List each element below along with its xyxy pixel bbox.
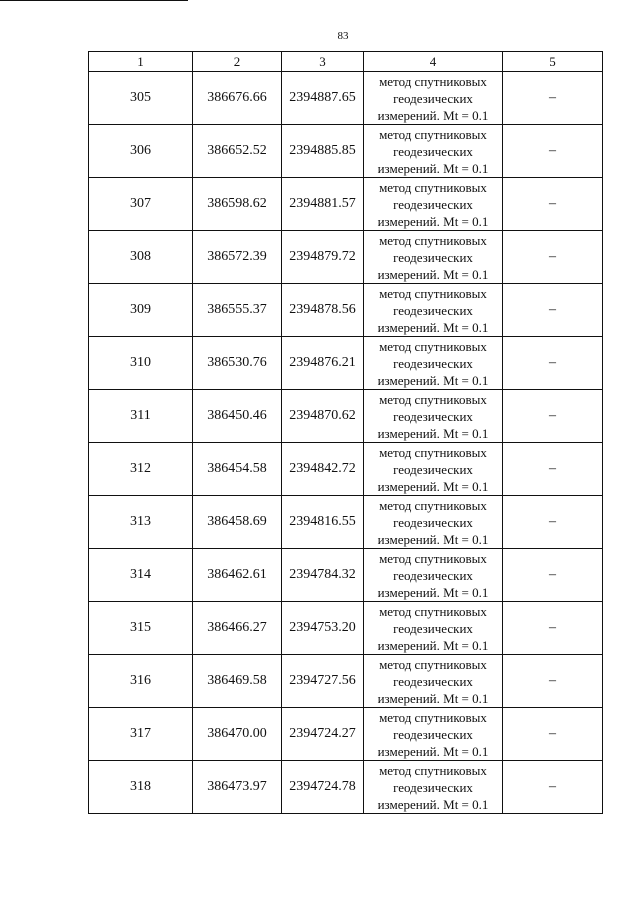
- note-cell: –: [503, 602, 603, 655]
- table-row: [89, 443, 603, 496]
- method-line: метод спутниковых: [379, 391, 487, 407]
- x-coordinate-cell: 386598.62: [193, 178, 282, 231]
- method-cell: [364, 602, 503, 655]
- x-coordinate-cell: 386555.37: [193, 284, 282, 337]
- method-line: метод спутниковых: [379, 126, 487, 142]
- method-line: измерений. Mt = 0.1: [377, 690, 489, 706]
- y-coordinate-cell: 2394816.55: [282, 496, 364, 549]
- method-line: метод спутниковых: [379, 550, 487, 566]
- point-number-cell: 311: [89, 390, 193, 443]
- method-cell: [364, 337, 503, 390]
- method-line: метод спутниковых: [379, 338, 487, 354]
- point-number-cell: 315: [89, 602, 193, 655]
- x-coordinate-cell: 386458.69: [193, 496, 282, 549]
- x-coordinate-cell: 386652.52: [193, 125, 282, 178]
- method-cell: [364, 549, 503, 602]
- method-line: измерений. Mt = 0.1: [377, 637, 489, 653]
- table-row: [89, 337, 603, 390]
- note-cell: –: [503, 655, 603, 708]
- x-coordinate-cell: 386454.58: [193, 443, 282, 496]
- method-line: геодезических: [393, 355, 473, 371]
- point-number-cell: 309: [89, 284, 193, 337]
- y-coordinate-cell: 2394887.65: [282, 72, 364, 125]
- note-cell: –: [503, 761, 603, 814]
- method-line: метод спутниковых: [379, 603, 487, 619]
- method-line: геодезических: [393, 461, 473, 477]
- point-number-cell: 317: [89, 708, 193, 761]
- table-row: [89, 602, 603, 655]
- table-row: [89, 72, 603, 125]
- y-coordinate-cell: 2394885.85: [282, 125, 364, 178]
- x-coordinate-cell: 386450.46: [193, 390, 282, 443]
- note-cell: –: [503, 178, 603, 231]
- table-row: [89, 231, 603, 284]
- y-coordinate-cell: 2394879.72: [282, 231, 364, 284]
- method-line: геодезических: [393, 408, 473, 424]
- y-coordinate-cell: 2394870.62: [282, 390, 364, 443]
- note-cell: –: [503, 284, 603, 337]
- method-line: измерений. Mt = 0.1: [377, 796, 489, 812]
- point-number-cell: 318: [89, 761, 193, 814]
- method-line: метод спутниковых: [379, 444, 487, 460]
- method-line: измерений. Mt = 0.1: [377, 266, 489, 282]
- method-line: измерений. Mt = 0.1: [377, 478, 489, 494]
- x-coordinate-cell: 386676.66: [193, 72, 282, 125]
- note-cell: –: [503, 443, 603, 496]
- method-line: метод спутниковых: [379, 73, 487, 89]
- table-row: [89, 125, 603, 178]
- method-line: метод спутниковых: [379, 497, 487, 513]
- column-header-1: 1: [89, 52, 193, 72]
- method-line: измерений. Mt = 0.1: [377, 107, 489, 123]
- y-coordinate-cell: 2394784.32: [282, 549, 364, 602]
- table-row: [89, 496, 603, 549]
- method-line: геодезических: [393, 90, 473, 106]
- x-coordinate-cell: 386462.61: [193, 549, 282, 602]
- table-row: [89, 390, 603, 443]
- point-number-cell: 316: [89, 655, 193, 708]
- method-line: метод спутниковых: [379, 709, 487, 725]
- method-line: геодезических: [393, 779, 473, 795]
- note-cell: –: [503, 231, 603, 284]
- method-line: метод спутниковых: [379, 656, 487, 672]
- method-line: измерений. Mt = 0.1: [377, 319, 489, 335]
- method-line: геодезических: [393, 249, 473, 265]
- table-row: [89, 708, 603, 761]
- method-cell: [364, 390, 503, 443]
- column-header-3: 3: [282, 52, 364, 72]
- table-row: [89, 549, 603, 602]
- method-line: измерений. Mt = 0.1: [377, 425, 489, 441]
- y-coordinate-cell: 2394876.21: [282, 337, 364, 390]
- method-cell: [364, 708, 503, 761]
- coordinates-table: [88, 51, 603, 814]
- x-coordinate-cell: 386473.97: [193, 761, 282, 814]
- table-row: [89, 178, 603, 231]
- method-line: геодезических: [393, 302, 473, 318]
- column-header-4: 4: [364, 52, 503, 72]
- method-line: измерений. Mt = 0.1: [377, 213, 489, 229]
- x-coordinate-cell: 386466.27: [193, 602, 282, 655]
- method-cell: [364, 231, 503, 284]
- top-rule: [0, 0, 188, 1]
- note-cell: –: [503, 125, 603, 178]
- method-line: метод спутниковых: [379, 232, 487, 248]
- method-cell: [364, 178, 503, 231]
- method-cell: [364, 443, 503, 496]
- method-cell: [364, 761, 503, 814]
- method-line: метод спутниковых: [379, 762, 487, 778]
- method-cell: [364, 72, 503, 125]
- y-coordinate-cell: 2394753.20: [282, 602, 364, 655]
- method-cell: [364, 284, 503, 337]
- point-number-cell: 307: [89, 178, 193, 231]
- y-coordinate-cell: 2394724.78: [282, 761, 364, 814]
- method-line: геодезических: [393, 567, 473, 583]
- column-header-2: 2: [193, 52, 282, 72]
- method-line: геодезических: [393, 143, 473, 159]
- y-coordinate-cell: 2394878.56: [282, 284, 364, 337]
- method-line: измерений. Mt = 0.1: [377, 531, 489, 547]
- method-cell: [364, 655, 503, 708]
- method-line: измерений. Mt = 0.1: [377, 372, 489, 388]
- method-line: геодезических: [393, 196, 473, 212]
- table-row: [89, 761, 603, 814]
- method-cell: [364, 125, 503, 178]
- point-number-cell: 305: [89, 72, 193, 125]
- y-coordinate-cell: 2394842.72: [282, 443, 364, 496]
- method-line: геодезических: [393, 673, 473, 689]
- point-number-cell: 313: [89, 496, 193, 549]
- method-line: измерений. Mt = 0.1: [377, 743, 489, 759]
- x-coordinate-cell: 386572.39: [193, 231, 282, 284]
- note-cell: –: [503, 390, 603, 443]
- method-line: измерений. Mt = 0.1: [377, 584, 489, 600]
- column-header-5: 5: [503, 52, 603, 72]
- table-row: [89, 284, 603, 337]
- method-line: геодезических: [393, 726, 473, 742]
- x-coordinate-cell: 386530.76: [193, 337, 282, 390]
- point-number-cell: 310: [89, 337, 193, 390]
- method-line: метод спутниковых: [379, 285, 487, 301]
- point-number-cell: 306: [89, 125, 193, 178]
- method-line: геодезических: [393, 514, 473, 530]
- method-line: измерений. Mt = 0.1: [377, 160, 489, 176]
- y-coordinate-cell: 2394727.56: [282, 655, 364, 708]
- note-cell: –: [503, 549, 603, 602]
- method-line: метод спутниковых: [379, 179, 487, 195]
- header-row: [89, 52, 603, 72]
- y-coordinate-cell: 2394724.27: [282, 708, 364, 761]
- table-row: [89, 655, 603, 708]
- point-number-cell: 314: [89, 549, 193, 602]
- point-number-cell: 312: [89, 443, 193, 496]
- note-cell: –: [503, 496, 603, 549]
- note-cell: –: [503, 72, 603, 125]
- y-coordinate-cell: 2394881.57: [282, 178, 364, 231]
- x-coordinate-cell: 386469.58: [193, 655, 282, 708]
- note-cell: –: [503, 337, 603, 390]
- page-number: 83: [337, 30, 349, 42]
- x-coordinate-cell: 386470.00: [193, 708, 282, 761]
- method-line: геодезических: [393, 620, 473, 636]
- method-cell: [364, 496, 503, 549]
- note-cell: –: [503, 708, 603, 761]
- point-number-cell: 308: [89, 231, 193, 284]
